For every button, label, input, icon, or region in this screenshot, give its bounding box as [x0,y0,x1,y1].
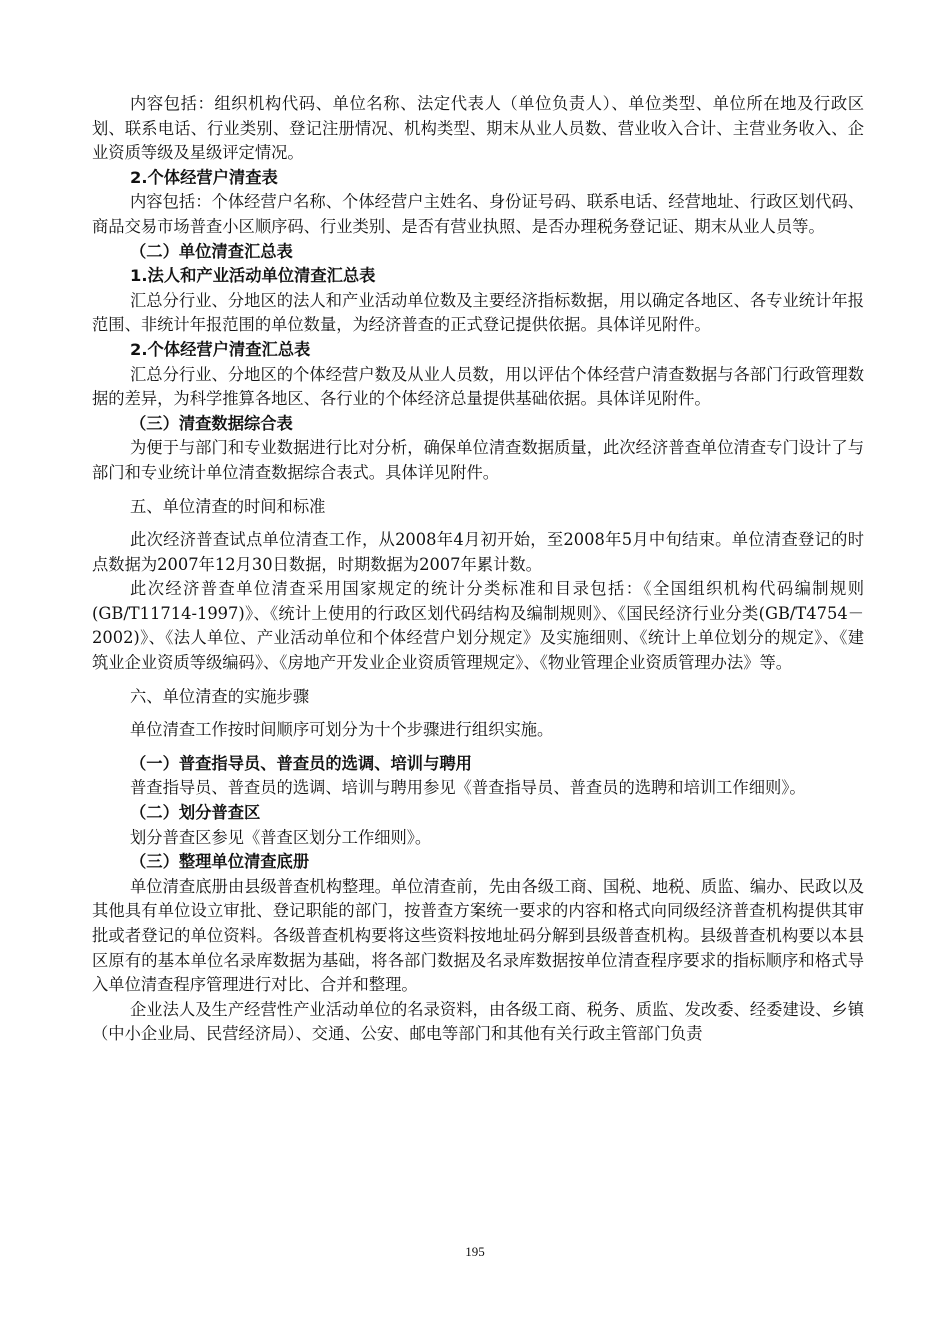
paragraph: 为便于与部门和专业数据进行比对分析，确保单位清查数据质量，此次经济普查单位清查专门设计了与部门和专业统计单位清查数据综合表式。具体详见附件。 [92,438,864,482]
paragraph: 单位清查底册由县级普查机构整理。单位清查前，先由各级工商、国税、地税、质监、编办、民政以及其他具有单位设立审批、登记职能的部门，按普查方案统一要求的内容和格式向同级经济普查机构提供其审批或者登记的单位资料。各级普查机构要将这些资料按地址码分解到县级普查机构。县级普查机构要以本县区原有的基本单位名录库数据为基础，将各部门数据及名录库数据按单位清查程序要求的指标顺序和格式导入单位清查程序管理进行对比、合并和整理。 [92,876,864,995]
subheading: （三）清查数据综合表 [130,413,293,433]
subheading: （二）划分普查区 [130,803,261,823]
subheading: （三）整理单位清查底册 [130,852,310,872]
subheading: 2.个体经营户清查汇总表 [130,339,311,359]
subheading: （二）单位清查汇总表 [130,241,293,261]
page-number: 195 [465,1244,485,1259]
subheading: 2.个体经营户清查表 [130,167,278,187]
paragraph: 汇总分行业、分地区的法人和产业活动单位数及主要经济指标数据，用以确定各地区、各专业统计年报范围、非统计年报范围的单位数量，为经济普查的正式登记提供依据。具体详见附件。 [92,290,864,335]
paragraph: 划分普查区参见《普查区划分工作细则》。 [130,827,432,847]
paragraph: 汇总分行业、分地区的个体经营户数及从业人员数，用以评估个体经营户清查数据与各部门行政管理数据的差异，为科学推算各地区、各行业的个体经济总量提供基础依据。具体详见附件。 [92,364,864,409]
paragraph: 此次经济普查试点单位清查工作，从2008年4月初开始，至2008年5月中旬结束。单位清查登记的时点数据为2007年12月30日数据，时期数据为2007年累计数。 [92,530,864,574]
paragraph: 内容包括：个体经营户名称、个体经营户主姓名、身份证号码、联系电话、经营地址、行政区划代码、商品交易市场普查小区顺序码、行业类别、是否有营业执照、是否办理税务登记证、期末从业人员等。 [92,192,864,236]
paragraph: 企业法人及生产经营性产业活动单位的名录资料，由各级工商、税务、质监、发改委、经委建设、乡镇（中小企业局、民营经济局）、交通、公安、邮电等部门和其他有关行政主管部门负责 [92,999,864,1044]
subheading: 1.法人和产业活动单位清查汇总表 [130,266,376,286]
section-heading: 六、单位清查的实施步骤 [130,686,310,706]
paragraph: 单位清查工作按时间顺序可划分为十个步骤进行组织实施。 [130,720,554,740]
subheading: （一）普查指导员、普查员的选调、培训与聘用 [130,753,472,773]
document-body [92,92,864,1047]
paragraph: 普查指导员、普查员的选调、培训与聘用参见《普查指导员、普查员的选聘和培训工作细则》。 [130,778,806,798]
section-heading: 五、单位清查的时间和标准 [130,496,326,516]
paragraph: 此次经济普查单位清查采用国家规定的统计分类标准和目录包括：《全国组织机构代码编制规则(GB/T11714-1997)》、《统计上使用的行政区划代码结构及编制规则》、《国民经济行业分类(GB/T4754－2002)》、《法人单位、产业活动单位和个体经营户划分规定》及实施细则、《统计上单位划分的规定》、《建筑业企业资质等级编码》、《房地产开发业企业资质管理规定》、《物业管理企业资质管理办法》等。 [92,579,864,673]
paragraph: 内容包括：组织机构代码、单位名称、法定代表人（单位负责人）、单位类型、单位所在地及行政区划、联系电话、行业类别、登记注册情况、机构类型、期末从业人员数、营业收入合计、主营业务收入、企业资质等级及星级评定情况。 [92,94,864,163]
